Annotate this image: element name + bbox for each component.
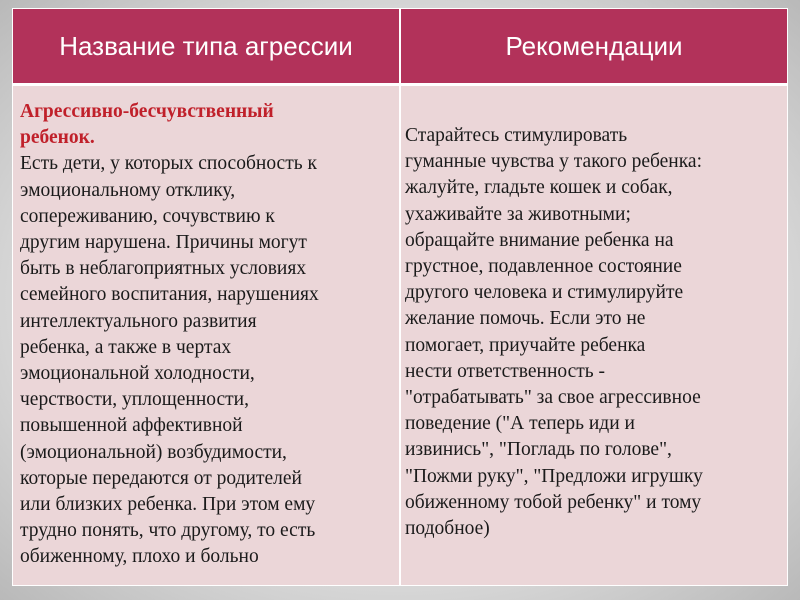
recommendation-line: "отрабатывать" за свое агрессивное	[405, 387, 701, 409]
aggression-type-title-line: ребенок.	[20, 127, 95, 149]
recommendation-line: гуманные чувства у такого ребенка:	[405, 151, 702, 173]
recommendation-line: Старайтесь стимулировать	[405, 125, 628, 146]
header-recommendations: Рекомендации	[505, 31, 683, 61]
recommendation-line: извинись", "Погладь по голове",	[405, 439, 672, 461]
recommendation-line: "Пожми руку", "Предложи игрушку	[405, 465, 703, 487]
recommendation-line: другого человека и стимулируйте	[405, 282, 684, 304]
description-line: ребенка, а также в чертах	[20, 336, 232, 358]
description-line: обиженному, плохо и больно	[20, 546, 259, 568]
aggression-table	[12, 8, 788, 586]
description-line: (эмоциональной) возбудимости,	[20, 441, 287, 463]
description-line: эмоциональной холодности,	[20, 363, 255, 385]
description-line: быть в неблагоприятных условиях	[20, 258, 307, 280]
recommendation-line: желание помочь. Если это не	[405, 308, 646, 330]
description-line: черствости, уплощенности,	[20, 389, 249, 411]
description-line: семейного воспитания, нарушениях	[20, 284, 319, 306]
recommendation-line: жалуйте, гладьте кошек и собак,	[405, 177, 673, 199]
aggression-type-cell	[20, 99, 398, 571]
description-line: или близких ребенка. При этом ему	[20, 494, 316, 516]
recommendation-line: нести ответственность -	[405, 360, 606, 382]
recommendation-line: обращайте внимание ребенка на	[405, 229, 674, 251]
body-divider	[399, 86, 401, 585]
aggression-type-title-line: Агрессивно-бесчувственный	[20, 101, 274, 122]
recommendation-line: подобное)	[405, 518, 490, 540]
description-line: трудно понять, что другому, то есть	[20, 520, 316, 542]
recommendation-line: грустное, подавленное состояние	[405, 256, 682, 278]
description-line: другим нарушена. Причины могут	[20, 232, 307, 254]
description-line: Есть дети, у которых способность к	[20, 153, 317, 175]
recommendations-cell	[405, 123, 783, 542]
recommendation-line: обиженному тобой ребенку" и тому	[405, 491, 702, 513]
description-line: интеллектуального развития	[20, 310, 257, 332]
description-line: сопереживанию, сочувствию к	[20, 205, 275, 227]
header-aggression-type: Название типа агрессии	[59, 31, 353, 61]
recommendation-line: помогает, приучайте ребенка	[405, 334, 646, 356]
recommendation-line: ухаживайте за животными;	[405, 203, 631, 225]
description-line: эмоциональному отклику,	[20, 179, 236, 201]
recommendation-line: поведение ("А теперь иди и	[405, 413, 635, 435]
table-header-row	[13, 9, 787, 86]
table-body-row	[13, 86, 787, 585]
description-line: повышенной аффективной	[20, 415, 243, 437]
description-line: которые передаются от родителей	[20, 467, 302, 489]
